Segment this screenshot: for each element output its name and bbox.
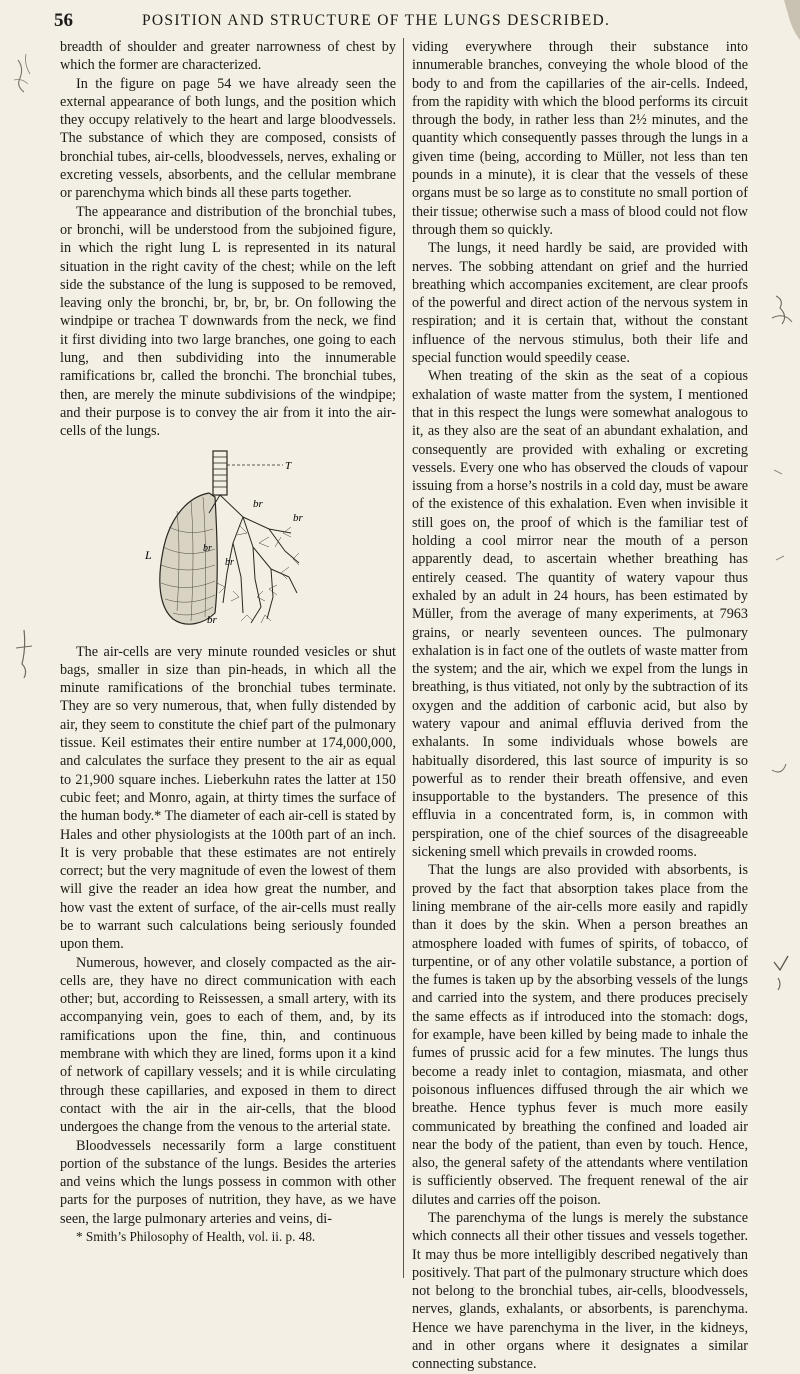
- right-column: [412, 38, 748, 1373]
- paragraph: When treating of the skin as the seat of a copious exhalation of waste matter from the system, I mentioned that in this respect the lungs were somewhat analogous to it, as they also are the seat of an abundant exhalation, and consequently are provided with exhaling or excreting vessels. Every one who has observed the clouds of vapour issuing from a horse’s nostrils in a cold day, must be aware of the existence of this exhalation. Even when invisible it still goes on, the proof of which is the familiar test of holding a cool mirror near the mouth of a person apparently dead, to ascertain whether breathing has entirely ceased. The quantity of watery vapour thus exhaled by an adult in 24 hours, has been estimated by Müller, from the average of many experiments, at 7963 grains, or nearly seventeen ounces. The pulmonary exhalation is in fact one of the outlets of waste matter from the system; and the air, which we expel from the lungs in breathing, is thus vitiated, not only by the subtraction of its oxygen and the addition of carbonic acid, but also by watery vapour and animal effluvia derived from the exhalants. In some individuals whose bowels are habitually disordered, this last source of impurity is so powerful as to render their breath offensive, and even insupportable to the bystanders. The presence of this effluvia in a concentrated form, is, in common with perspiration, one of the chief sources of the disagreeable sickening smell which prevails in crowded rooms.: [412, 368, 748, 861]
- paragraph: That the lungs are also provided with absorbents, is proved by the fact that absorption takes place from the lining membrane of the air-cells more easily and rapidly than it does by the skin. When a person breathes an atmosphere loaded with fumes of spirits, of tobacco, of turpentine, or of any other volatile substance, a portion of the fumes is taken up by the absorbing vessels of the lungs and carried into the system, and there produces precisely the same effects as if introduced into the stomach: dogs, for example, have been killed by being made to inhale the fumes of prussic acid for a few minutes. The lungs thus become a ready inlet to contagion, miasmata, and other poisonous influences diffused through the air which we breathe. Hence typhus fever is much more easily communicated by breathing the confined and loaded air near the body of the patient, than even by touch. Hence, also, the general safety of the attendants where ventilation is sufficiently observed. The frequent renewal of the air dilutes and carries off the poison.: [412, 862, 748, 1208]
- paragraph: The appearance and distribution of the bronchial tubes, or bronchi, will be understood from the subjoined figure, in which the right lung L is represented in its natural situation in the right cavity of the chest; while on the left side the substance of the lung is supposed to be removed, leaving only the bronchi, br, br, br, br. On following the windpipe or trachea T downwards from the neck, we find it first dividing into two large branches, one going to each lung, and then subdividing into the innumerable ramifications br, called the bronchi. The bronchial tubes, then, are merely the minute subdivisions of the windpipe; and their purpose is to convey the air from it into the air-cells of the lungs.: [60, 203, 396, 440]
- right-pencil-mark-graphic: [764, 0, 800, 1311]
- label-bronchi: br: [225, 556, 234, 568]
- paragraph: viding everywhere through their substance into innumerable branches, conveying the whole blood of the body to and from the capillaries of the air-cells. Indeed, from the rapidity with which the blood performs its circuit through the body, in rather less than 2½ minutes, and the quantity which consequently passes through the lungs in a given time (being, according to Müller, not less than ten pounds in a minute), it is clear that the vessels of these organs must be so large as to constitute no small portion of their tissue; otherwise such a mass of blood could not flow through them so quickly.: [412, 39, 748, 238]
- column-divider: [403, 38, 404, 1278]
- paragraph: The parenchyma of the lungs is merely the substance which connects all their other tissues and vessels together. It may thus be more intelligibly described negatively than positively. That part of the pulmonary structure which does not belong to the bronchial tubes, air-cells, bloodvessels, nerves, glands, exhalants, or absorbents, is parenchyma. Hence we have parenchyma in the liver, in the kidneys, and in other organs where it designates a similar connecting substance.: [412, 1210, 748, 1373]
- paragraph: The air-cells are very minute rounded vesicles or shut bags, smaller in size than pin-heads, in which all the minute ramifications of the bronchial tubes terminate. They are so very numerous, that, when fully distended by air, they seem to constitute the chief part of the pulmonary tissue. Keil estimates their entire number at 174,000,000, and calculates the surface they present to the air as equal to 21,900 square inches. Lieberkuhn rates the latter at 150 cubic feet; and Monro, again, at thirty times the surface of the human body.* The diameter of each air-cell is stated by Hales and other physiologists at the 100th part of an inch. It is very probable that these estimates are not entirely correct; but the very magnitude of even the lowest of them will give the reader an idea how great the number, and how vast the extent of surface, of the air-cells must really be to warrant such calculations being seriously founded upon them.: [60, 643, 396, 953]
- lung-bronchi-figure: [143, 447, 313, 635]
- paragraph: The lungs, it need hardly be said, are provided with nerves. The sobbing attendant on grief and the hurried breathing which accompanies excitement, are clear proofs of the powerful and direct action of the nervous system in respiration; and it is certain that, without the constant influence of the nervous stimulus, both their life and special function would speedily cease.: [412, 240, 748, 367]
- running-title: POSITION AND STRUCTURE OF THE LUNGS DESCRIBED.: [142, 12, 611, 29]
- paragraph: Numerous, however, and closely compacted as the air-cells are, they have no direct communication with each other; but, according to Reissessen, a small artery, with its accompanying vein, goes to each of them, and, by its ramifications upon the fine, thin, and continuous membrane with which they are lined, forms upon it a kind of network of capillary vessels; and it is while circulating through these capillaries, and exposed in them to direct contact with the air in the air-cells, that the blood undergoes the change from the venous to the arterial state.: [60, 954, 396, 1136]
- paragraph: In the figure on page 54 we have already seen the external appearance of both lungs, and the position which they occupy relatively to the heart and large bloodvessels. The substance of which they are composed, consists of bronchial tubes, air-cells, bloodvessels, nerves, exhaling or excreting vessels, absorbents, and the cellular membrane or parenchyma which binds all these parts together.: [60, 75, 396, 202]
- page-number: 56: [54, 10, 73, 31]
- label-trachea: T: [285, 459, 292, 472]
- footnote: * Smith’s Philosophy of Health, vol. ii. p. 48.: [76, 1229, 316, 1245]
- label-right-lung: L: [145, 547, 152, 562]
- label-bronchi: br: [203, 542, 212, 554]
- paragraph: breadth of shoulder and greater narrowness of chest by which the former are characterized.: [60, 39, 396, 74]
- page-header: [54, 10, 760, 34]
- margin-pencil-marks: [4, 50, 44, 690]
- label-bronchi: br: [207, 613, 217, 626]
- paragraph: Bloodvessels necessarily form a large constituent portion of the substance of the lungs. Besides the arteries and veins which the lungs possess in common with other parts for the purposes of nutrition, they have, as we have seen, the large pulmonary arteries and veins, di-: [60, 1137, 396, 1227]
- left-column: [60, 38, 396, 1303]
- pencil-mark-graphic: [4, 50, 44, 690]
- label-bronchi: br: [253, 497, 263, 510]
- label-bronchi: br: [293, 511, 303, 524]
- lung-illustration: [143, 447, 313, 635]
- right-edge-pencil-marks: [764, 0, 800, 1311]
